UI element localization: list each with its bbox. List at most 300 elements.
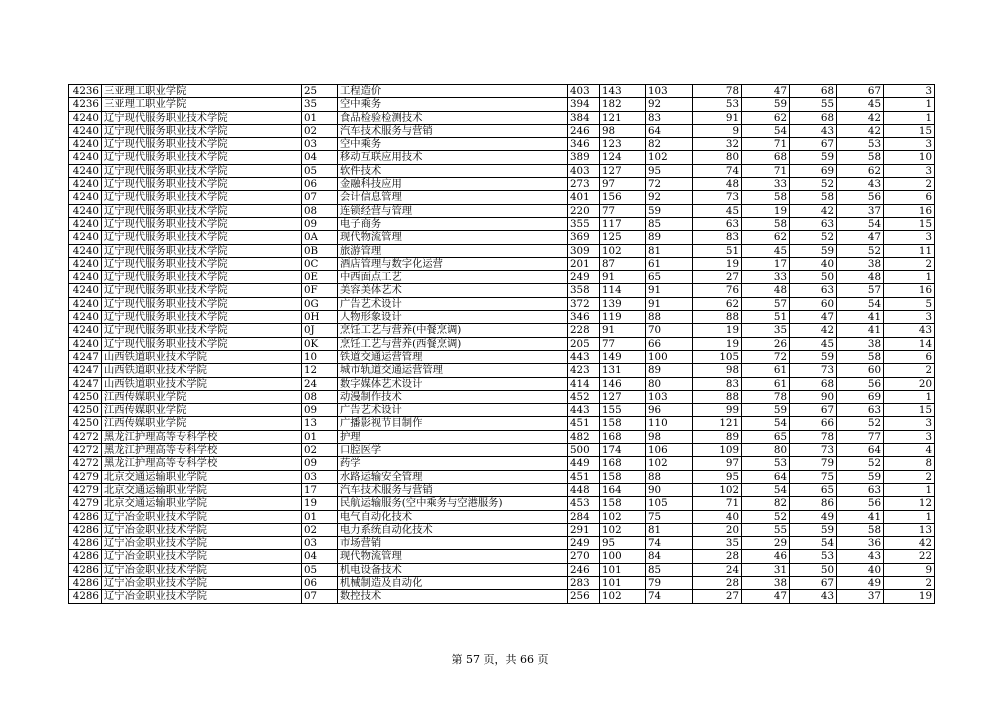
major-code-cell: 07 xyxy=(302,590,338,603)
score-c-cell: 80 xyxy=(693,151,742,164)
score-c-cell: 98 xyxy=(693,364,742,377)
score-b-cell: 65 xyxy=(646,271,693,284)
school-name-cell: 辽宁冶金职业技术学院 xyxy=(102,523,302,536)
school-name-cell: 三亚理工职业学院 xyxy=(102,85,302,98)
school-code-cell: 4236 xyxy=(69,85,102,98)
major-code-cell: 01 xyxy=(302,430,338,443)
major-name-cell: 连锁经营与管理 xyxy=(338,204,568,217)
score-f-cell: 69 xyxy=(837,390,884,403)
major-name-cell: 移动互联应用技术 xyxy=(338,151,568,164)
major-name-cell: 动漫制作技术 xyxy=(338,390,568,403)
total-score-cell: 394 xyxy=(568,98,600,111)
school-name-cell: 江西传媒职业学院 xyxy=(102,417,302,430)
major-code-cell: 06 xyxy=(302,576,338,589)
score-c-cell: 24 xyxy=(693,563,742,576)
score-f-cell: 57 xyxy=(837,284,884,297)
rank-cell: 16 xyxy=(884,284,935,297)
school-code-cell: 4286 xyxy=(69,576,102,589)
school-code-cell: 4240 xyxy=(69,217,102,230)
major-name-cell: 广告艺术设计 xyxy=(338,404,568,417)
table-row xyxy=(69,324,935,337)
school-code-cell: 4240 xyxy=(69,297,102,310)
score-b-cell: 91 xyxy=(646,284,693,297)
major-name-cell: 现代物流管理 xyxy=(338,231,568,244)
score-d-cell: 26 xyxy=(742,337,790,350)
table-row xyxy=(69,457,935,470)
rank-cell: 10 xyxy=(884,151,935,164)
total-score-cell: 256 xyxy=(568,590,600,603)
school-name-cell: 三亚理工职业学院 xyxy=(102,98,302,111)
score-c-cell: 83 xyxy=(693,231,742,244)
table-row xyxy=(69,497,935,510)
major-code-cell: 17 xyxy=(302,483,338,496)
score-e-cell: 42 xyxy=(790,204,837,217)
score-f-cell: 38 xyxy=(837,257,884,270)
school-code-cell: 4240 xyxy=(69,191,102,204)
score-f-cell: 43 xyxy=(837,550,884,563)
school-name-cell: 江西传媒职业学院 xyxy=(102,390,302,403)
major-name-cell: 口腔医学 xyxy=(338,444,568,457)
school-code-cell: 4240 xyxy=(69,164,102,177)
score-b-cell: 102 xyxy=(646,151,693,164)
school-code-cell: 4240 xyxy=(69,284,102,297)
total-score-cell: 443 xyxy=(568,350,600,363)
table-row xyxy=(69,576,935,589)
score-b-cell: 81 xyxy=(646,523,693,536)
score-e-cell: 73 xyxy=(790,364,837,377)
school-name-cell: 辽宁现代服务职业技术学院 xyxy=(102,217,302,230)
score-e-cell: 40 xyxy=(790,257,837,270)
score-e-cell: 75 xyxy=(790,470,837,483)
score-e-cell: 68 xyxy=(790,85,837,98)
score-e-cell: 79 xyxy=(790,457,837,470)
score-e-cell: 78 xyxy=(790,430,837,443)
score-b-cell: 85 xyxy=(646,563,693,576)
school-code-cell: 4279 xyxy=(69,483,102,496)
major-code-cell: 19 xyxy=(302,497,338,510)
school-code-cell: 4240 xyxy=(69,151,102,164)
table-row xyxy=(69,271,935,284)
score-c-cell: 51 xyxy=(693,244,742,257)
score-c-cell: 88 xyxy=(693,311,742,324)
school-name-cell: 山西铁道职业技术学院 xyxy=(102,364,302,377)
score-a-cell: 158 xyxy=(600,417,646,430)
score-d-cell: 71 xyxy=(742,138,790,151)
table-row xyxy=(69,284,935,297)
school-name-cell: 辽宁现代服务职业技术学院 xyxy=(102,138,302,151)
rank-cell: 13 xyxy=(884,523,935,536)
rank-cell: 4 xyxy=(884,444,935,457)
page-footer: 第 57 页，共 66 页 xyxy=(451,653,549,666)
score-a-cell: 100 xyxy=(600,550,646,563)
score-b-cell: 66 xyxy=(646,337,693,350)
score-e-cell: 69 xyxy=(790,164,837,177)
rank-cell: 2 xyxy=(884,364,935,377)
score-c-cell: 19 xyxy=(693,257,742,270)
major-code-cell: 05 xyxy=(302,164,338,177)
table-row xyxy=(69,164,935,177)
school-code-cell: 4286 xyxy=(69,523,102,536)
score-a-cell: 121 xyxy=(600,111,646,124)
score-f-cell: 53 xyxy=(837,138,884,151)
rank-cell: 3 xyxy=(884,138,935,151)
major-code-cell: 04 xyxy=(302,151,338,164)
table-row xyxy=(69,191,935,204)
total-score-cell: 246 xyxy=(568,124,600,137)
table-row xyxy=(69,297,935,310)
school-name-cell: 黑龙江护理高等专科学校 xyxy=(102,457,302,470)
table-row xyxy=(69,404,935,417)
major-code-cell: 0B xyxy=(302,244,338,257)
score-d-cell: 54 xyxy=(742,417,790,430)
score-f-cell: 52 xyxy=(837,417,884,430)
total-score-cell: 201 xyxy=(568,257,600,270)
score-b-cell: 74 xyxy=(646,537,693,550)
total-score-cell: 246 xyxy=(568,563,600,576)
score-a-cell: 156 xyxy=(600,191,646,204)
school-code-cell: 4240 xyxy=(69,244,102,257)
score-a-cell: 149 xyxy=(600,350,646,363)
score-c-cell: 83 xyxy=(693,377,742,390)
table-row xyxy=(69,350,935,363)
major-name-cell: 电气自动化技术 xyxy=(338,510,568,523)
major-code-cell: 13 xyxy=(302,417,338,430)
score-c-cell: 19 xyxy=(693,324,742,337)
score-d-cell: 54 xyxy=(742,124,790,137)
major-code-cell: 12 xyxy=(302,364,338,377)
table-row xyxy=(69,231,935,244)
score-e-cell: 54 xyxy=(790,537,837,550)
table-row xyxy=(69,444,935,457)
score-c-cell: 71 xyxy=(693,497,742,510)
score-b-cell: 103 xyxy=(646,85,693,98)
admission-table xyxy=(68,84,935,604)
total-score-cell: 291 xyxy=(568,523,600,536)
major-name-cell: 人物形象设计 xyxy=(338,311,568,324)
score-a-cell: 155 xyxy=(600,404,646,417)
school-name-cell: 辽宁冶金职业技术学院 xyxy=(102,563,302,576)
school-name-cell: 辽宁现代服务职业技术学院 xyxy=(102,124,302,137)
major-name-cell: 水路运输安全管理 xyxy=(338,470,568,483)
major-name-cell: 金融科技应用 xyxy=(338,178,568,191)
score-c-cell: 91 xyxy=(693,111,742,124)
rank-cell: 16 xyxy=(884,204,935,217)
major-code-cell: 0A xyxy=(302,231,338,244)
score-a-cell: 146 xyxy=(600,377,646,390)
score-f-cell: 37 xyxy=(837,204,884,217)
school-code-cell: 4247 xyxy=(69,350,102,363)
score-f-cell: 40 xyxy=(837,563,884,576)
score-c-cell: 20 xyxy=(693,523,742,536)
major-name-cell: 市场营销 xyxy=(338,537,568,550)
table-row xyxy=(69,244,935,257)
score-b-cell: 61 xyxy=(646,257,693,270)
school-name-cell: 辽宁现代服务职业技术学院 xyxy=(102,151,302,164)
score-f-cell: 56 xyxy=(837,377,884,390)
school-code-cell: 4250 xyxy=(69,404,102,417)
score-a-cell: 158 xyxy=(600,470,646,483)
score-e-cell: 55 xyxy=(790,98,837,111)
score-e-cell: 68 xyxy=(790,377,837,390)
major-code-cell: 0F xyxy=(302,284,338,297)
score-b-cell: 72 xyxy=(646,178,693,191)
score-d-cell: 33 xyxy=(742,271,790,284)
score-a-cell: 119 xyxy=(600,311,646,324)
score-c-cell: 62 xyxy=(693,297,742,310)
major-code-cell: 02 xyxy=(302,523,338,536)
score-d-cell: 19 xyxy=(742,204,790,217)
major-name-cell: 食品检验检测技术 xyxy=(338,111,568,124)
table-row xyxy=(69,204,935,217)
rank-cell: 1 xyxy=(884,98,935,111)
score-b-cell: 92 xyxy=(646,191,693,204)
score-a-cell: 91 xyxy=(600,324,646,337)
score-a-cell: 168 xyxy=(600,457,646,470)
major-code-cell: 06 xyxy=(302,178,338,191)
school-code-cell: 4240 xyxy=(69,311,102,324)
score-e-cell: 59 xyxy=(790,244,837,257)
score-a-cell: 101 xyxy=(600,563,646,576)
rank-cell: 42 xyxy=(884,537,935,550)
score-b-cell: 75 xyxy=(646,510,693,523)
score-b-cell: 95 xyxy=(646,164,693,177)
score-f-cell: 36 xyxy=(837,537,884,550)
score-d-cell: 82 xyxy=(742,497,790,510)
score-a-cell: 114 xyxy=(600,284,646,297)
score-b-cell: 98 xyxy=(646,430,693,443)
score-b-cell: 106 xyxy=(646,444,693,457)
score-f-cell: 49 xyxy=(837,576,884,589)
score-a-cell: 102 xyxy=(600,244,646,257)
table-row xyxy=(69,98,935,111)
school-name-cell: 辽宁现代服务职业技术学院 xyxy=(102,271,302,284)
school-name-cell: 辽宁现代服务职业技术学院 xyxy=(102,204,302,217)
school-name-cell: 北京交通运输职业学院 xyxy=(102,470,302,483)
score-e-cell: 52 xyxy=(790,178,837,191)
school-code-cell: 4286 xyxy=(69,563,102,576)
major-name-cell: 机械制造及自动化 xyxy=(338,576,568,589)
score-c-cell: 73 xyxy=(693,191,742,204)
score-c-cell: 109 xyxy=(693,444,742,457)
total-score-cell: 309 xyxy=(568,244,600,257)
school-code-cell: 4272 xyxy=(69,430,102,443)
score-d-cell: 46 xyxy=(742,550,790,563)
major-code-cell: 0H xyxy=(302,311,338,324)
total-score-cell: 372 xyxy=(568,297,600,310)
score-f-cell: 47 xyxy=(837,231,884,244)
score-e-cell: 60 xyxy=(790,297,837,310)
major-code-cell: 09 xyxy=(302,217,338,230)
school-name-cell: 辽宁现代服务职业技术学院 xyxy=(102,164,302,177)
school-code-cell: 4240 xyxy=(69,138,102,151)
score-c-cell: 32 xyxy=(693,138,742,151)
score-e-cell: 59 xyxy=(790,151,837,164)
rank-cell: 1 xyxy=(884,271,935,284)
score-c-cell: 40 xyxy=(693,510,742,523)
major-code-cell: 02 xyxy=(302,444,338,457)
score-f-cell: 67 xyxy=(837,85,884,98)
score-e-cell: 68 xyxy=(790,111,837,124)
rank-cell: 3 xyxy=(884,231,935,244)
score-a-cell: 168 xyxy=(600,430,646,443)
major-name-cell: 药学 xyxy=(338,457,568,470)
score-c-cell: 27 xyxy=(693,271,742,284)
school-code-cell: 4240 xyxy=(69,257,102,270)
total-score-cell: 403 xyxy=(568,164,600,177)
score-a-cell: 127 xyxy=(600,390,646,403)
rank-cell: 1 xyxy=(884,510,935,523)
school-name-cell: 辽宁冶金职业技术学院 xyxy=(102,510,302,523)
table-row xyxy=(69,470,935,483)
score-f-cell: 77 xyxy=(837,430,884,443)
table-row xyxy=(69,563,935,576)
score-b-cell: 79 xyxy=(646,576,693,589)
score-c-cell: 45 xyxy=(693,204,742,217)
score-b-cell: 96 xyxy=(646,404,693,417)
score-e-cell: 42 xyxy=(790,324,837,337)
rank-cell: 1 xyxy=(884,111,935,124)
score-c-cell: 27 xyxy=(693,590,742,603)
rank-cell: 1 xyxy=(884,483,935,496)
major-code-cell: 0J xyxy=(302,324,338,337)
major-code-cell: 07 xyxy=(302,191,338,204)
major-name-cell: 美容美体艺术 xyxy=(338,284,568,297)
school-name-cell: 辽宁现代服务职业技术学院 xyxy=(102,284,302,297)
score-a-cell: 164 xyxy=(600,483,646,496)
school-name-cell: 黑龙江护理高等专科学校 xyxy=(102,444,302,457)
score-c-cell: 19 xyxy=(693,337,742,350)
score-f-cell: 64 xyxy=(837,444,884,457)
major-name-cell: 铁道交通运营管理 xyxy=(338,350,568,363)
score-d-cell: 48 xyxy=(742,284,790,297)
score-d-cell: 61 xyxy=(742,364,790,377)
score-d-cell: 33 xyxy=(742,178,790,191)
score-c-cell: 78 xyxy=(693,85,742,98)
school-name-cell: 辽宁现代服务职业技术学院 xyxy=(102,337,302,350)
major-name-cell: 软件技术 xyxy=(338,164,568,177)
score-e-cell: 67 xyxy=(790,576,837,589)
score-f-cell: 41 xyxy=(837,324,884,337)
school-name-cell: 辽宁现代服务职业技术学院 xyxy=(102,244,302,257)
school-name-cell: 北京交通运输职业学院 xyxy=(102,483,302,496)
school-code-cell: 4240 xyxy=(69,178,102,191)
major-name-cell: 汽车技术服务与营销 xyxy=(338,483,568,496)
score-e-cell: 43 xyxy=(790,590,837,603)
score-a-cell: 77 xyxy=(600,337,646,350)
school-name-cell: 辽宁冶金职业技术学院 xyxy=(102,590,302,603)
score-b-cell: 70 xyxy=(646,324,693,337)
table-row xyxy=(69,523,935,536)
school-name-cell: 江西传媒职业学院 xyxy=(102,404,302,417)
score-f-cell: 54 xyxy=(837,297,884,310)
score-c-cell: 48 xyxy=(693,178,742,191)
table-row xyxy=(69,257,935,270)
table-row xyxy=(69,178,935,191)
rank-cell: 6 xyxy=(884,191,935,204)
score-e-cell: 86 xyxy=(790,497,837,510)
score-f-cell: 56 xyxy=(837,497,884,510)
rank-cell: 2 xyxy=(884,576,935,589)
score-b-cell: 85 xyxy=(646,217,693,230)
rank-cell: 6 xyxy=(884,350,935,363)
score-e-cell: 67 xyxy=(790,138,837,151)
score-d-cell: 35 xyxy=(742,324,790,337)
total-score-cell: 451 xyxy=(568,470,600,483)
score-a-cell: 102 xyxy=(600,590,646,603)
school-code-cell: 4247 xyxy=(69,364,102,377)
total-score-cell: 384 xyxy=(568,111,600,124)
total-score-cell: 358 xyxy=(568,284,600,297)
score-f-cell: 58 xyxy=(837,523,884,536)
major-name-cell: 空中乘务 xyxy=(338,98,568,111)
school-name-cell: 山西铁道职业技术学院 xyxy=(102,350,302,363)
school-code-cell: 4272 xyxy=(69,457,102,470)
score-c-cell: 9 xyxy=(693,124,742,137)
school-code-cell: 4250 xyxy=(69,390,102,403)
school-code-cell: 4240 xyxy=(69,271,102,284)
school-code-cell: 4286 xyxy=(69,550,102,563)
table-row xyxy=(69,337,935,350)
score-f-cell: 37 xyxy=(837,590,884,603)
major-name-cell: 电子商务 xyxy=(338,217,568,230)
score-b-cell: 92 xyxy=(646,98,693,111)
score-b-cell: 110 xyxy=(646,417,693,430)
score-b-cell: 74 xyxy=(646,590,693,603)
total-score-cell: 284 xyxy=(568,510,600,523)
school-code-cell: 4236 xyxy=(69,98,102,111)
major-name-cell: 电力系统自动化技术 xyxy=(338,523,568,536)
major-name-cell: 中西面点工艺 xyxy=(338,271,568,284)
score-b-cell: 83 xyxy=(646,111,693,124)
total-score-cell: 249 xyxy=(568,537,600,550)
score-d-cell: 62 xyxy=(742,111,790,124)
table-row xyxy=(69,550,935,563)
score-f-cell: 59 xyxy=(837,470,884,483)
score-b-cell: 103 xyxy=(646,390,693,403)
rank-cell: 43 xyxy=(884,324,935,337)
score-f-cell: 42 xyxy=(837,111,884,124)
score-c-cell: 99 xyxy=(693,404,742,417)
score-b-cell: 100 xyxy=(646,350,693,363)
score-c-cell: 28 xyxy=(693,550,742,563)
major-code-cell: 01 xyxy=(302,510,338,523)
score-a-cell: 143 xyxy=(600,85,646,98)
score-d-cell: 45 xyxy=(742,244,790,257)
school-name-cell: 辽宁现代服务职业技术学院 xyxy=(102,257,302,270)
rank-cell: 9 xyxy=(884,563,935,576)
score-f-cell: 58 xyxy=(837,350,884,363)
table-row xyxy=(69,311,935,324)
score-b-cell: 89 xyxy=(646,231,693,244)
total-score-cell: 482 xyxy=(568,430,600,443)
major-name-cell: 广播影视节目制作 xyxy=(338,417,568,430)
score-c-cell: 88 xyxy=(693,390,742,403)
score-b-cell: 81 xyxy=(646,244,693,257)
score-c-cell: 95 xyxy=(693,470,742,483)
total-score-cell: 500 xyxy=(568,444,600,457)
score-a-cell: 123 xyxy=(600,138,646,151)
major-code-cell: 10 xyxy=(302,350,338,363)
major-code-cell: 0G xyxy=(302,297,338,310)
table-row xyxy=(69,430,935,443)
table-row xyxy=(69,364,935,377)
score-d-cell: 55 xyxy=(742,523,790,536)
rank-cell: 22 xyxy=(884,550,935,563)
table-row xyxy=(69,390,935,403)
score-e-cell: 63 xyxy=(790,284,837,297)
major-name-cell: 酒店管理与数字化运营 xyxy=(338,257,568,270)
total-score-cell: 205 xyxy=(568,337,600,350)
